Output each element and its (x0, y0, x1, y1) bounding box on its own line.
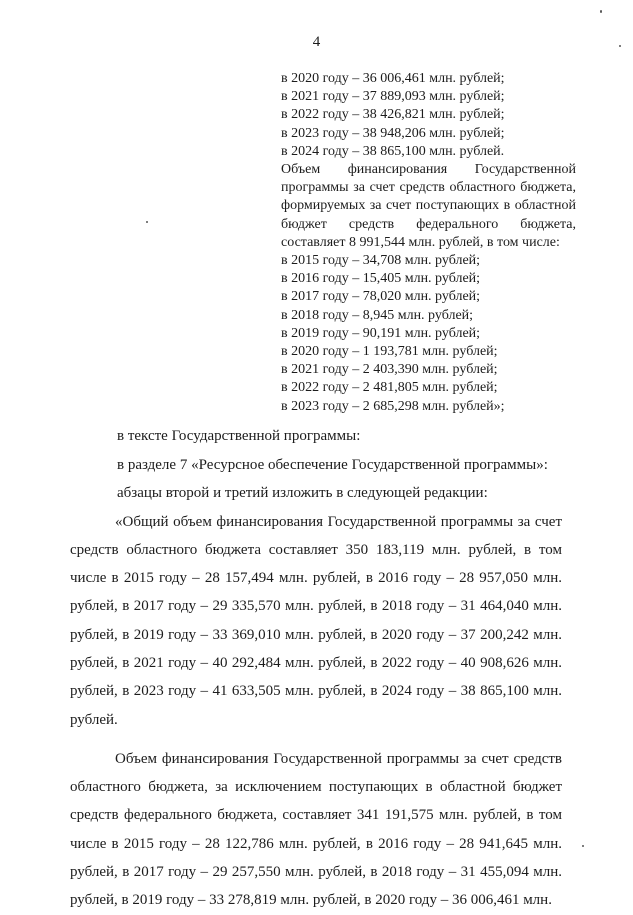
year-line: в 2023 году – 2 685,298 млн. рублей»; (281, 398, 505, 414)
scan-speck (619, 45, 621, 47)
year-line: в 2017 году – 78,020 млн. рублей; (281, 289, 481, 305)
page-number: 4 (312, 34, 321, 50)
year-line: в 2022 году – 2 481,805 млн. рублей; (281, 380, 498, 396)
body-line: в разделе 7 «Ресурсное обеспечение Государственной программы»: (117, 456, 548, 473)
scan-speck (600, 10, 602, 13)
scan-speck (582, 845, 584, 847)
regional-funding-paragraph: Объем финансирования Государственной программы за счет средств областного бюджета, за исключением поступающих в областной бюджет средств федерального бюджета, составляет 341 191,575 млн. рублей, в том числе в 2015 году – 28 122,786 млн. рублей, в 2016 году – 28 941,645 млн. рублей, в 2017 году – 29 257,550 млн. рублей, в 2018 году – 31 455,094 млн. рублей, в 2019 году – 33 278,819 млн. рублей, в 2020 году – 36 006,461 млн. (70, 750, 562, 909)
year-line: в 2022 году – 38 426,821 млн. рублей; (281, 107, 505, 123)
year-line: в 2018 году – 8,945 млн. рублей; (281, 307, 474, 323)
year-line: в 2016 году – 15,405 млн. рублей; (281, 271, 481, 287)
year-line: в 2019 году – 90,191 млн. рублей; (281, 325, 481, 341)
year-line: в 2020 году – 36 006,461 млн. рублей; (281, 71, 505, 86)
year-line: в 2021 году – 2 403,390 млн. рублей; (281, 362, 498, 378)
total-funding-paragraph: «Общий объем финансирования Государственной программы за счет средств областного бюджета составляет 350 183,119 млн. рублей, в том числе в 2015 году – 28 157,494 млн. рублей, в 2016 году – 28 957,050 млн. рублей, в 2017 году – 29 335,570 млн. рублей, в 2018 году – 31 464,040 млн. рублей, в 2019 году – 33 369,010 млн. рублей, в 2020 году – 37 200,242 млн. рублей, в 2021 году – 40 292,484 млн. рублей, в 2022 году – 40 908,626 млн. рублей, в 2023 году – 41 633,505 млн. рублей, в 2024 году – 38 865,100 млн. рублей. (70, 513, 562, 728)
federal-funding-paragraph: Объем финансирования Государственной программы за счет средств областного бюджета, формируемых за счет поступающих в областной бюджет средств федерального бюджета, составляет 8 991,544 млн. рублей, в том числе: (281, 162, 576, 250)
year-line: в 2024 году – 38 865,100 млн. рублей. (281, 143, 505, 159)
scan-speck (146, 221, 148, 223)
funding-summary-block (281, 70, 576, 416)
year-line: в 2023 году – 38 948,206 млн. рублей; (281, 125, 505, 141)
main-body-text (70, 422, 562, 915)
year-line: в 2021 году – 37 889,093 млн. рублей; (281, 89, 505, 105)
year-line: в 2015 году – 34,708 млн. рублей; (281, 253, 481, 269)
year-line: в 2020 году – 1 193,781 млн. рублей; (281, 344, 498, 360)
body-line: абзацы второй и третий изложить в следующей редакции: (117, 485, 488, 501)
body-line: в тексте Государственной программы: (117, 428, 361, 444)
